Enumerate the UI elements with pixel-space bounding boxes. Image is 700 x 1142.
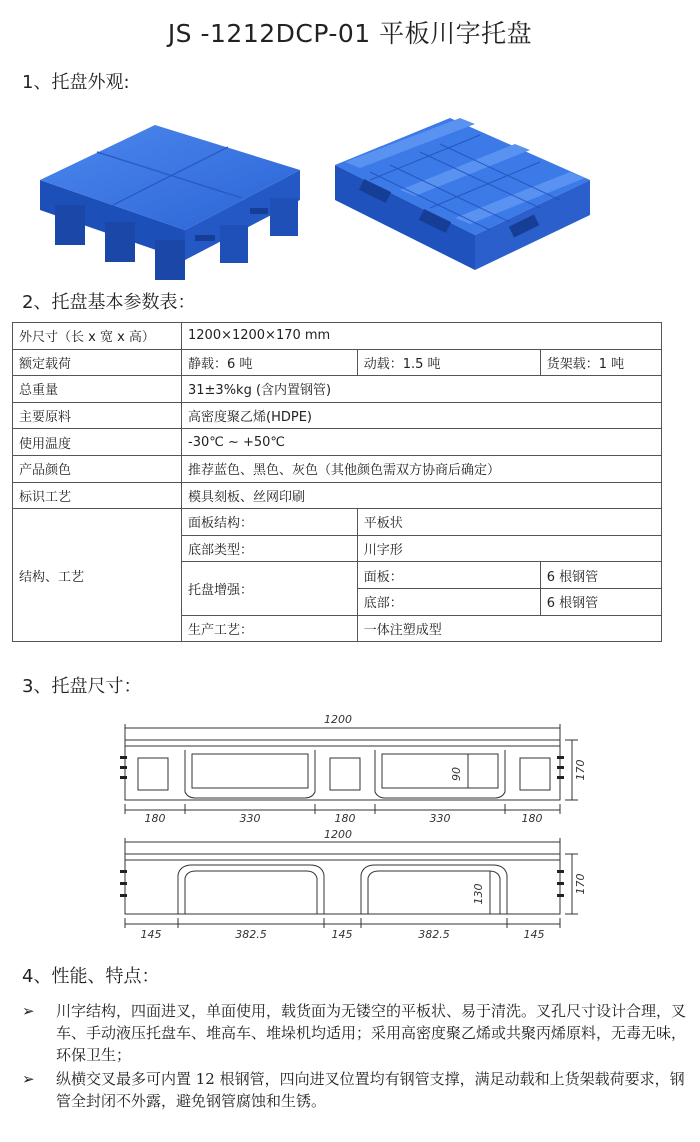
- weight-value: 31±3%kg (含内置钢管): [182, 376, 662, 403]
- top-height-label: 170: [574, 759, 587, 781]
- base-value: 6 根钢管: [540, 588, 661, 615]
- material-label: 主要原料: [13, 402, 182, 429]
- bottom-label: 底部类型：: [182, 535, 358, 562]
- spec-table: [12, 322, 662, 642]
- top-seg-2: 330: [239, 812, 261, 825]
- list-item: [22, 1068, 692, 1112]
- dynamic-load: 动载：1.5 吨: [357, 349, 540, 376]
- table-row: [13, 349, 662, 376]
- process-value: 一体注塑成型: [357, 615, 661, 642]
- panel-label: 面板：: [357, 562, 540, 589]
- pallet-top-photo: [35, 110, 305, 285]
- size-value: 1200×1200×170 mm: [182, 323, 662, 350]
- color-value: 推荐蓝色、黑色、灰色（其他颜色需双方协商后确定）: [182, 455, 662, 482]
- weight-label: 总重量: [13, 376, 182, 403]
- rack-load: 货架载：1 吨: [540, 349, 661, 376]
- base-label: 底部：: [357, 588, 540, 615]
- mark-label: 标识工艺: [13, 482, 182, 509]
- mark-value: 模具刻板、丝网印刷: [182, 482, 662, 509]
- table-row: [13, 429, 662, 456]
- load-label: 额定载荷: [13, 349, 182, 376]
- feature-list: [22, 1000, 692, 1114]
- feature-text: 川字结构，四面进叉，单面使用，载货面为无镂空的平板状、易于清洗。叉孔尺寸设计合理，叉车、手动液压托盘车、堆高车、堆垛机均适用；采用高密度聚乙烯或共聚丙烯原料，无毒无味，环保卫生；: [56, 1002, 687, 1064]
- table-row: [13, 509, 662, 536]
- bottom-height-label: 170: [574, 873, 587, 895]
- table-row: [13, 376, 662, 403]
- pallet-bottom-photo: [330, 110, 595, 285]
- feature-text: 纵横交叉最多可内置 12 根钢管，四向进叉位置均有钢管支撑，满足动载和上货架载荷要求，钢管全封闭不外露，避免钢管腐蚀和生锈。: [56, 1070, 685, 1110]
- arrow-bullet-icon: ➢: [22, 1002, 35, 1020]
- top-seg-1: 180: [144, 812, 166, 825]
- table-row: [13, 323, 662, 350]
- deck-label: 面板结构：: [182, 509, 358, 536]
- size-label: 外尺寸（长 x 宽 x 高）: [13, 323, 182, 350]
- dimension-drawing: [110, 710, 590, 945]
- deck-value: 平板状: [357, 509, 661, 536]
- arrow-bullet-icon: ➢: [22, 1070, 35, 1088]
- top-seg-4: 330: [429, 812, 451, 825]
- table-row: [13, 402, 662, 429]
- bottom-width-label: 1200: [324, 828, 352, 841]
- top-seg-3: 180: [334, 812, 356, 825]
- top-width-label: 1200: [324, 713, 352, 726]
- section-appearance: 1、托盘外观:: [22, 72, 130, 93]
- top-seg-5: 180: [521, 812, 543, 825]
- static-load: 静载：6 吨: [182, 349, 358, 376]
- bottom-seg-5: 145: [523, 928, 545, 941]
- page-title: JS -1212DCP-01 平板川字托盘: [167, 19, 533, 48]
- table-row: [13, 455, 662, 482]
- section-dimensions: 3、托盘尺寸：: [22, 676, 142, 697]
- process-label: 生产工艺：: [182, 615, 358, 642]
- struct-label: 结构、工艺: [13, 509, 182, 642]
- list-item: [22, 1000, 692, 1066]
- bottom-seg-3: 145: [331, 928, 353, 941]
- material-value: 高密度聚乙烯(HDPE): [182, 402, 662, 429]
- color-label: 产品颜色: [13, 455, 182, 482]
- bottom-inner-label: 130: [472, 883, 485, 905]
- temp-value: -30℃ ~ +50℃: [182, 429, 662, 456]
- table-row: [13, 482, 662, 509]
- top-inner-label: 90: [450, 767, 463, 781]
- bottom-seg-1: 145: [140, 928, 162, 941]
- bottom-seg-2: 382.5: [235, 928, 267, 941]
- section-features: 4、性能、特点：: [22, 966, 160, 987]
- bottom-value: 川字形: [357, 535, 661, 562]
- reinforce-label: 托盘增强：: [182, 562, 358, 615]
- section-params: 2、托盘基本参数表：: [22, 292, 196, 313]
- temp-label: 使用温度: [13, 429, 182, 456]
- bottom-seg-4: 382.5: [418, 928, 450, 941]
- panel-value: 6 根钢管: [540, 562, 661, 589]
